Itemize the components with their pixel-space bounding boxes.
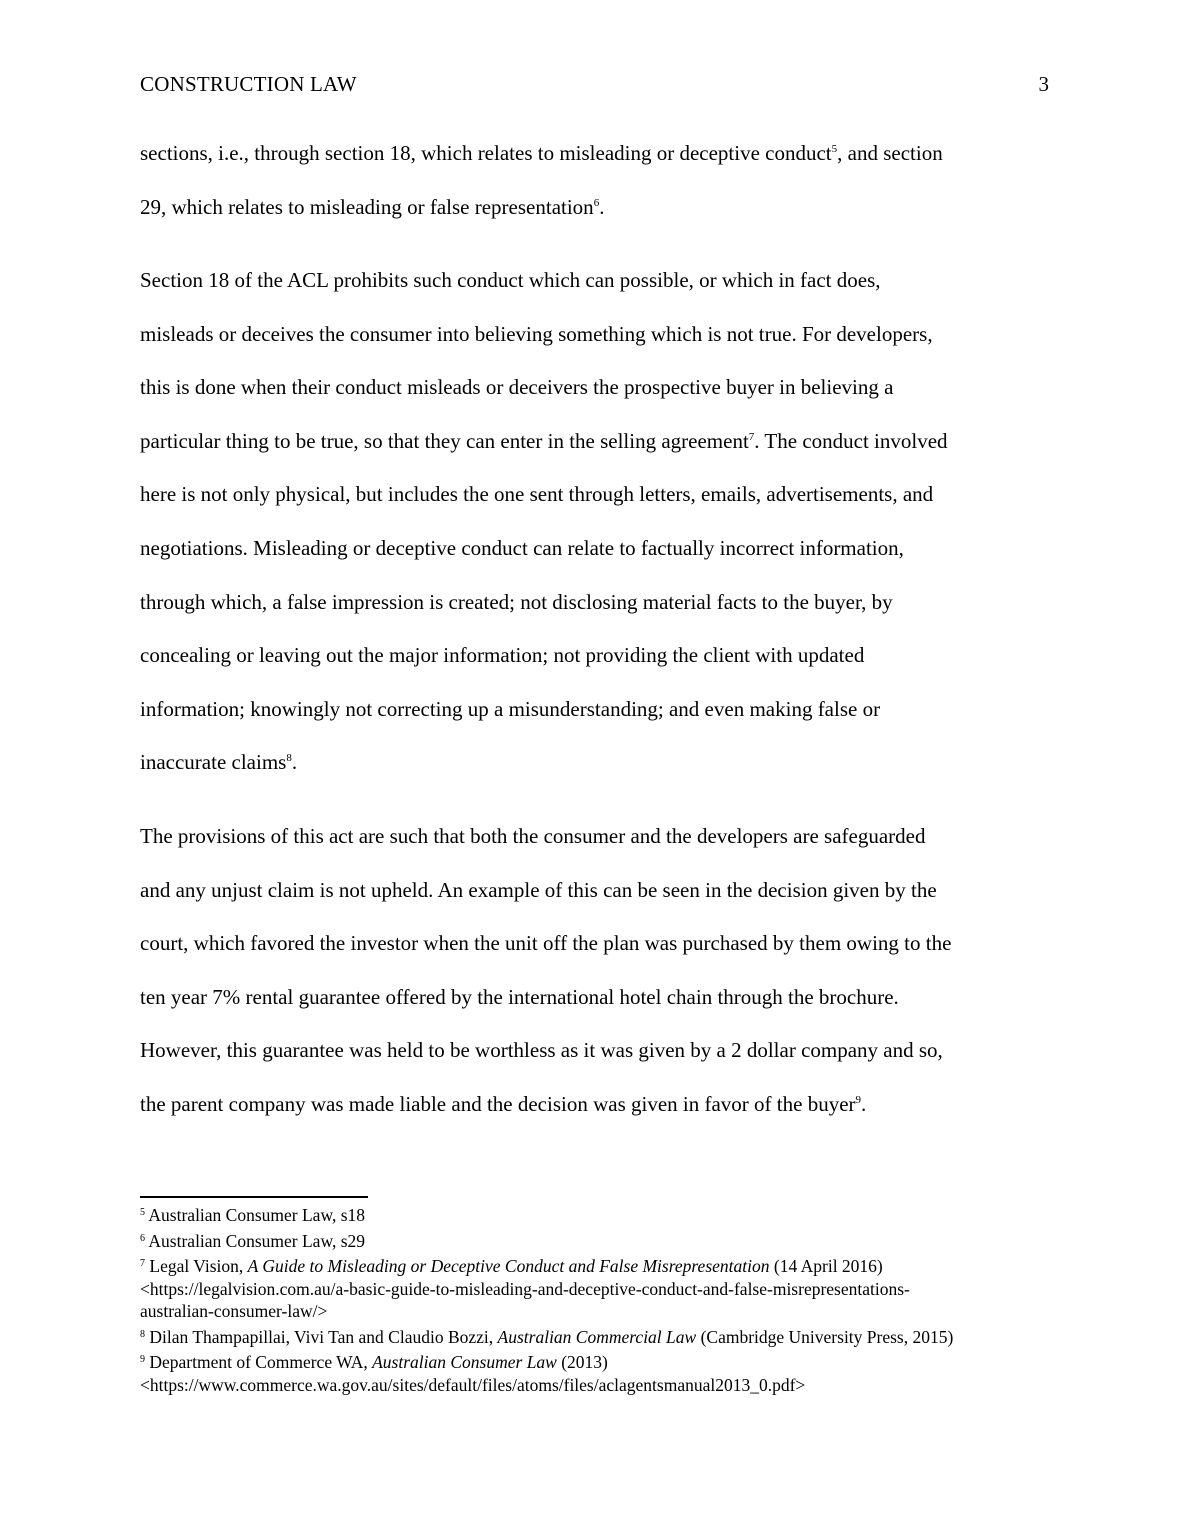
paragraph-line: 29, which relates to misleading or false representation$^6$. — [140, 194, 605, 219]
paragraph-2 — [140, 254, 1050, 790]
footnote-9: $^9$ Department of Commerce WA, Australian Consumer Law (2013) <https://www.commerce.wa.gov.au/sites/default/files/atoms/files/aclagentsmanual2013_0.pdf> — [140, 1351, 1070, 1396]
paragraph-line: negotiations. Misleading or deceptive conduct can relate to factually incorrect information, — [140, 535, 904, 560]
footnote-ref-6[interactable]: 6 — [593, 196, 600, 209]
footnote-title: A Guide to Misleading or Deceptive Conduct and False Misrepresentation — [247, 1256, 770, 1276]
footnote-title: Australian Consumer Law — [372, 1352, 557, 1372]
footnote-ref-7[interactable]: 7 — [748, 430, 755, 443]
paragraph-line: Section 18 of the ACL prohibits such conduct which can possible, or which in fact does, — [140, 268, 881, 292]
paragraph-1 — [140, 127, 1050, 234]
footnote-url[interactable]: <https://www.commerce.wa.gov.au/sites/default/files/atoms/files/aclagentsmanual2013_0.pdf> — [140, 1374, 806, 1395]
paragraph-line: misleads or deceives the consumer into believing something which is not true. For developers, — [140, 321, 933, 346]
footnote-6: $^6$ Australian Consumer Law, s29 — [140, 1230, 366, 1251]
footnotes — [140, 1204, 1070, 1399]
paragraph-line: this is done when their conduct misleads or deceivers the prospective buyer in believing a — [140, 375, 894, 400]
footnote-url[interactable]: australian-consumer-law/> — [140, 1301, 328, 1321]
footnote-5: $^5$ Australian Consumer Law, s18 — [140, 1205, 366, 1225]
paragraph-line: ten year 7% rental guarantee offered by the international hotel chain through the brochure. — [140, 984, 899, 1009]
paragraph-line: inaccurate claims$^8$. — [140, 750, 298, 775]
footnote-ref-9[interactable]: 9 — [855, 1093, 862, 1106]
paragraph-line: sections, i.e., through section 18, which relates to misleading or deceptive conduct$^5$, and section — [140, 141, 943, 165]
paragraph-line: The provisions of this act are such that both the consumer and the developers are safeguarded — [140, 824, 926, 848]
page-number: 3 — [1038, 72, 1049, 96]
paragraph-line: information; knowingly not correcting up a misunderstanding; and even making false or — [140, 696, 881, 721]
footnote-url[interactable]: <https://legalvision.com.au/a-basic-guide-to-misleading-and-deceptive-conduct-and-false-misrepresentations- — [140, 1278, 910, 1299]
paragraph-line: and any unjust claim is not upheld. An example of this can be seen in the decision given by the — [140, 877, 937, 902]
paragraph-line: the parent company was made liable and the decision was given in favor of the buyer$^9$. — [140, 1091, 867, 1116]
running-head: CONSTRUCTION LAW — [140, 72, 357, 96]
paragraph-3 — [140, 810, 1050, 1132]
footnote-7: $^7$ Legal Vision, A Guide to Misleading or Deceptive Conduct and False Misrepresentation (14 April 2016) <https://legalvision.com.au/a-basic-guide-to-misleading-and-deceptive-conduct-and-false-misrepresentations- australian-consumer-law/> — [140, 1255, 1070, 1323]
footnote-8: $^8$ Dilan Thampapillai, Vivi Tan and Claudio Bozzi, Australian Commercial Law (Cambridge University Press, 2015) — [140, 1326, 954, 1347]
paragraph-line: However, this guarantee was held to be worthless as it was given by a 2 dollar company and so, — [140, 1038, 943, 1063]
paragraph-line: particular thing to be true, so that they can enter in the selling agreement$^7$. The conduct involved — [140, 428, 948, 453]
footnote-ref-5[interactable]: 5 — [831, 143, 838, 155]
footnote-title: Australian Commercial Law — [497, 1326, 697, 1347]
paragraph-line: here is not only physical, but includes the one sent through letters, emails, advertisements, and — [140, 482, 934, 507]
paragraph-line: court, which favored the investor when the unit off the plan was purchased by them owing to the — [140, 931, 952, 956]
paragraph-line: through which, a false impression is created; not disclosing material facts to the buyer, by — [140, 589, 893, 614]
footnote-separator — [140, 1196, 368, 1198]
paragraph-line: concealing or leaving out the major information; not providing the client with updated — [140, 643, 865, 668]
footnote-ref-8[interactable]: 8 — [286, 752, 292, 765]
